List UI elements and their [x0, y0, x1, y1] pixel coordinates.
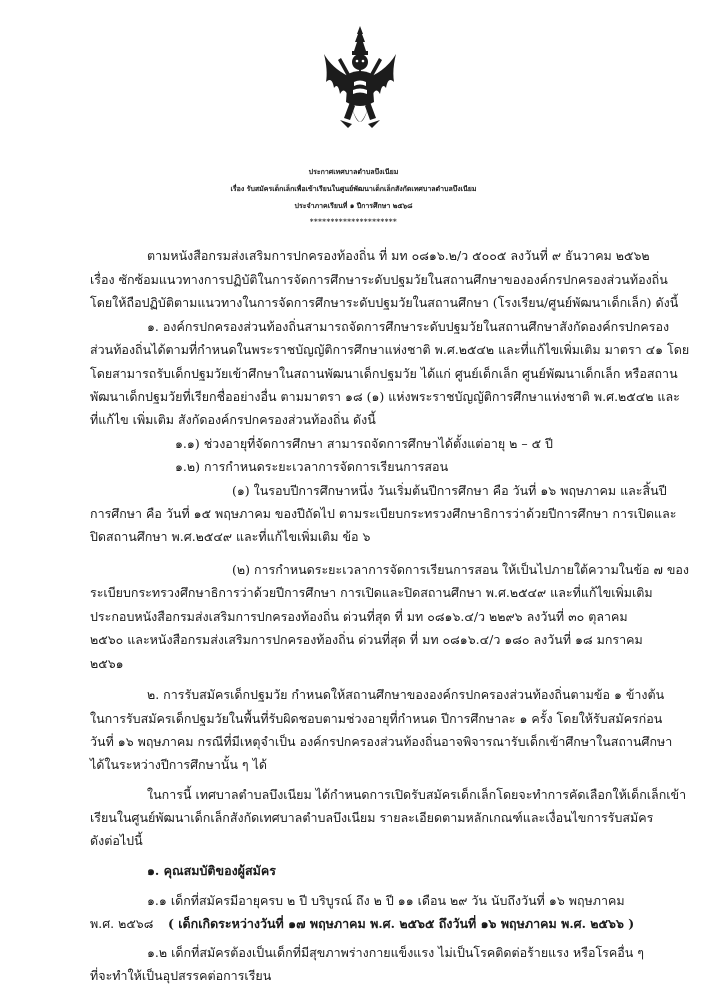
body-line: ๑.๒ เด็กที่สมัครต้องเป็นเด็กที่มีสุขภาพร่างกายแข็งแรง ไม่เป็นโรคติดต่อร้ายแรง หรือโรคอื่น ๆ	[147, 945, 644, 960]
body-line: วันที่ ๑๖ พฤษภาคม กรณีที่มีเหตุจำเป็น องค์กรปกครองส่วนท้องถิ่นอาจพิจารณารับเด็กเข้าศึกษาในสถานศึกษา	[90, 734, 673, 749]
body-line: โดยสามารถรับเด็กปฐมวัยเข้าศึกษาในสถานพัฒนาเด็กปฐมวัย ได้แก่ ศูนย์เด็กเล็ก ศูนย์พัฒนาเด็กเล็ก หรือสถาน	[90, 366, 678, 381]
body-line: ตามหนังสือกรมส่งเสริมการปกครองท้องถิ่น ที่ มท ๐๘๑๖.๒/ว ๕๐๐๕ ลงวันที่ ๙ ธันวาคม ๒๕๖๒	[147, 248, 650, 263]
body-line: ๑. องค์กรปกครองส่วนท้องถิ่นสามารถจัดการศึกษาระดับปฐมวัยในสถานศึกษาสังกัดองค์กรปกครอง	[147, 319, 670, 334]
body-line: ๑.๑) ช่วงอายุที่จัดการศึกษา สามารถจัดการศึกษาได้ตั้งแต่อายุ ๒ – ๕ ปี	[175, 436, 553, 451]
body-line: ส่วนท้องถิ่นได้ตามที่กำหนดในพระราชบัญญัติการศึกษาแห่งชาติ พ.ศ.๒๕๔๒ และที่แก้ไขเพิ่มเติม มาตรา ๔๑ โดย	[90, 342, 690, 357]
body-line: ดังต่อไปนี้	[90, 833, 143, 848]
body-line: เรียนในศูนย์พัฒนาเด็กเล็กสังกัดเทศบาลตำบลบึงเนียม รายละเอียดตามหลักเกณฑ์และเงื่อนไขการรับสมัคร	[90, 810, 654, 825]
section-heading: ๑. คุณสมบัติของผู้สมัคร	[147, 863, 276, 878]
body-line: ๑.๒) การกำหนดระยะเวลาการจัดการเรียนการสอน	[175, 459, 449, 474]
garuda-emblem-icon	[322, 24, 398, 136]
announcement-term: ประจำภาคเรียนที่ ๑ ปีการศึกษา ๒๕๖๘	[294, 201, 413, 210]
body-line: พัฒนาเด็กปฐมวัยที่เรียกชื่ออย่างอื่น ตามมาตรา ๑๘ (๑) แห่งพระราชบัญญัติการศึกษาแห่งชาติ พ.ศ.๒๕๔๒ และ	[90, 389, 680, 404]
body-line: ได้ในระหว่างปีการศึกษานั้น ๆ ได้	[90, 757, 268, 772]
body-line: ที่แก้ไข เพิ่มเติม สังกัดองค์กรปกครองส่วนท้องถิ่น ดังนี้	[90, 412, 376, 427]
body-line: ๒๕๖๑	[90, 656, 124, 671]
body-line: เรื่อง ซักซ้อมแนวทางการปฏิบัติในการจัดการศึกษาระดับปฐมวัยในสถานศึกษาขององค์กรปกครองส่วนท้องถิ่น	[90, 272, 668, 287]
body-line: ๒. การรับสมัครเด็กปฐมวัย กำหนดให้สถานศึกษาขององค์กรปกครองส่วนท้องถิ่นตามข้อ ๑ ข้างต้น	[147, 687, 665, 702]
body-line: ๑.๑ เด็กที่สมัครมีอายุครบ ๒ ปี บริบูรณ์ ถึง ๒ ปี ๑๑ เดือน ๒๙ วัน นับถึงวันที่ ๑๖ พฤษภาคม	[147, 893, 625, 908]
announcement-subject: เรื่อง รับสมัครเด็กเล็กเพื่อเข้าเรียนในศูนย์พัฒนาเด็กเล็กสังกัดเทศบาลตำบลบึงเนียม	[230, 184, 477, 193]
body-line: การศึกษา คือ วันที่ ๑๕ พฤษภาคม ของปีถัดไป ตามระเบียบกระทรวงศึกษาธิการว่าด้วยปีการศึกษา การเปิดและ	[90, 506, 677, 521]
body-line: (๒) การกำหนดระยะเวลาการจัดการเรียนการสอน ให้เป็นไปภายใต้ความในข้อ ๗ ของ	[232, 562, 690, 577]
body-line: ปิดสถานศึกษา พ.ศ.๒๕๔๙ และที่แก้ไขเพิ่มเติม ข้อ ๖	[90, 529, 371, 544]
body-line: พ.ศ. ๒๕๖๘	[90, 916, 154, 931]
body-line: ระเบียบกระทรวงศึกษาธิการว่าด้วยปีการศึกษา การเปิดและปิดสถานศึกษา พ.ศ.๒๕๔๙ และที่แก้ไขเพิ่มเติม	[90, 585, 653, 600]
separator-stars: *********************	[309, 217, 398, 226]
body-line: ในการรับสมัครเด็กปฐมวัยในพื้นที่รับผิดชอบตามช่วงอายุที่กำหนด ปีการศึกษาละ ๑ ครั้ง โดยให้รับสมัครก่อน	[90, 711, 663, 726]
birth-date-range: ( เด็กเกิดระหว่างวันที่ ๑๗ พฤษภาคม พ.ศ. ๒๕๖๕ ถึงวันที่ ๑๖ พฤษภาคม พ.ศ. ๒๕๖๖ )	[168, 916, 635, 931]
body-line: ในการนี้ เทศบาลตำบลบึงเนียม ได้กำหนดการเปิดรับสมัครเด็กเล็กโดยจะทำการคัดเลือกให้เด็กเล็กเข้า	[147, 787, 687, 802]
body-line: โดยให้ถือปฏิบัติตามแนวทางในการจัดการศึกษาระดับปฐมวัยในสถานศึกษา (โรงเรียน/ศูนย์พัฒนาเด็กเล็ก) ดังนี้	[90, 295, 679, 310]
body-line: (๑) ในรอบปีการศึกษาหนึ่ง วันเริ่มต้นปีการศึกษา คือ วันที่ ๑๖ พฤษภาคม และสิ้นปี	[232, 483, 667, 498]
body-line: ๒๕๖๐ และหนังสือกรมส่งเสริมการปกครองท้องถิ่น ด่วนที่สุด ที่ มท ๐๘๑๖.๔/ว ๑๘๐ ลงวันที่ ๑๘ มกราคม	[90, 632, 643, 647]
announcement-title: ประกาศเทศบาลตำบลบึงเนียม	[308, 167, 399, 176]
body-line: ที่จะทำให้เป็นอุปสรรคต่อการเรียน	[90, 968, 272, 983]
body-line: ประกอบหนังสือกรมส่งเสริมการปกครองท้องถิ่น ด่วนที่สุด ที่ มท ๐๘๑๖.๔/ว ๒๒๙๖ ลงวันที่ ๓๐ ตุลาคม	[90, 609, 628, 624]
